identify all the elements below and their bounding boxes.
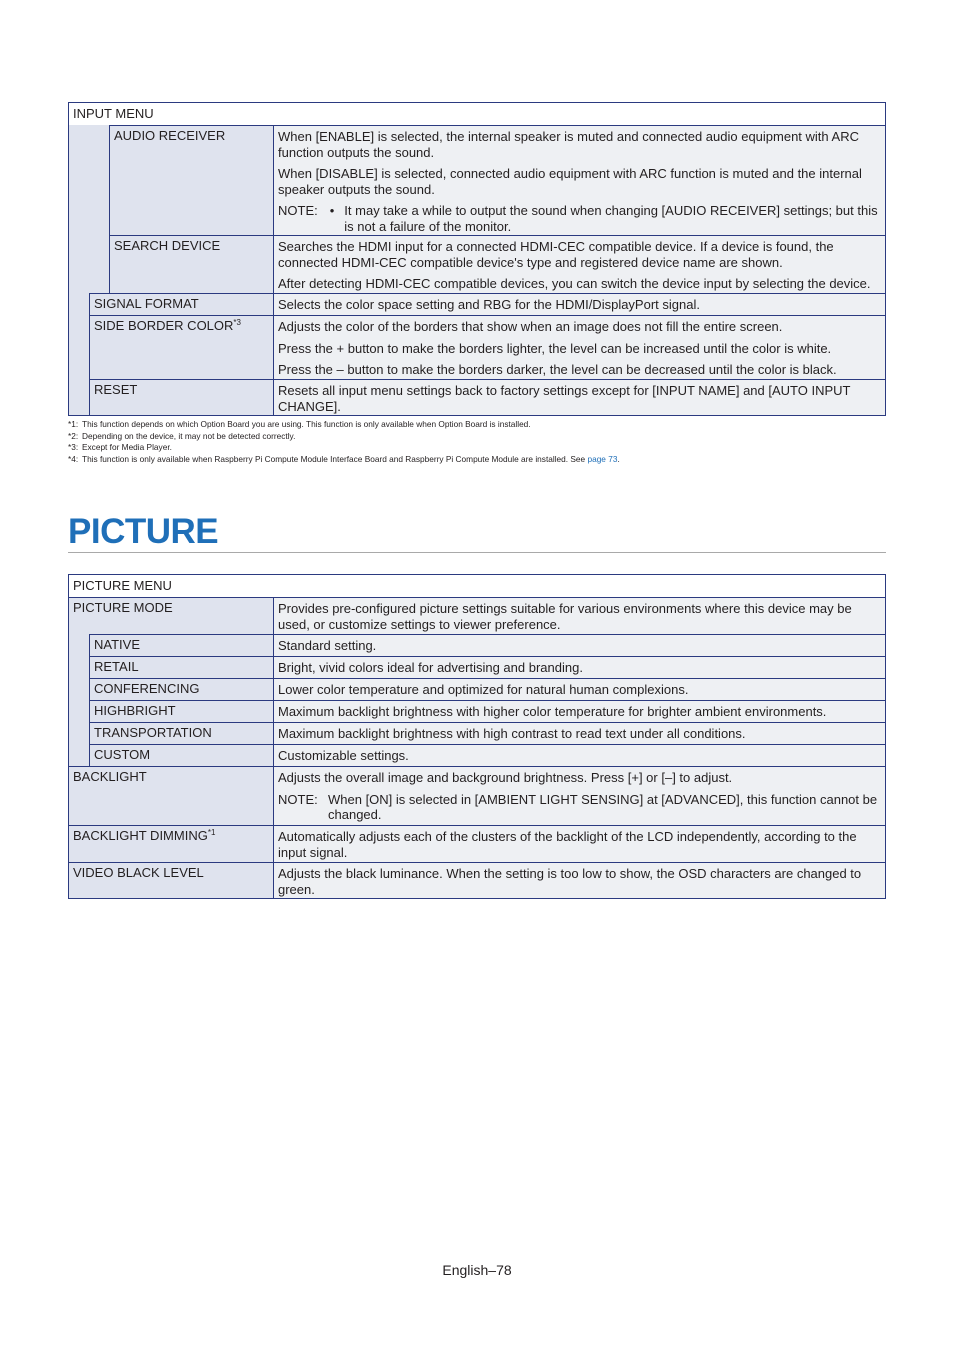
label-text: BACKLIGHT DIMMING	[73, 828, 208, 843]
picture-desc-video-black-level	[273, 862, 885, 898]
input-row-audio-receiver	[69, 125, 885, 235]
note-label: NOTE:	[278, 203, 318, 218]
note-text: It may take a while to output the sound when changing [AUDIO RECEIVER] settings; but this is not a failure of the monitor.	[344, 203, 878, 234]
desc-paragraph: When [DISABLE] is selected, connected audio equipment with ARC function is muted and the internal speaker outputs the sound.	[278, 166, 862, 197]
input-label-search-device: SEARCH DEVICE	[109, 235, 273, 293]
picture-row-custom	[69, 744, 885, 766]
section-title: PICTURE	[68, 512, 219, 551]
desc-paragraph: Searches the HDMI input for a connected HDMI-CEC compatible device. If a device is found, the connected HDMI-CEC compatible device's type and registered device name are shown.	[278, 239, 834, 270]
picture-label-backlight: BACKLIGHT	[69, 766, 273, 825]
picture-desc-transportation	[273, 722, 885, 744]
desc-paragraph: Automatically adjusts each of the clusters of the backlight of the LCD independently, according to the input signal.	[278, 829, 857, 860]
desc-paragraph: Customizable settings.	[278, 748, 409, 763]
desc-paragraph: Press the – button to make the borders darker, the level can be decreased until the color is black.	[278, 362, 837, 377]
desc-paragraph: Lower color temperature and optimized for natural human complexions.	[278, 682, 689, 697]
desc-paragraph: Selects the color space setting and RBG for the HDMI/DisplayPort signal.	[278, 297, 700, 312]
picture-row-native	[69, 634, 885, 656]
picture-desc-native	[273, 634, 885, 656]
picture-row-backlight	[69, 766, 885, 825]
desc-paragraph: Adjusts the color of the borders that show when an image does not fill the entire screen.	[278, 319, 783, 334]
input-desc-audio-receiver	[273, 125, 885, 235]
input-label-signal-format: SIGNAL FORMAT	[89, 293, 273, 315]
picture-label-video-black-level: VIDEO BLACK LEVEL	[69, 862, 273, 898]
input-desc-search-device	[273, 235, 885, 293]
page-link[interactable]: page 73	[587, 453, 618, 464]
picture-menu-table	[68, 574, 886, 899]
footnote-ref: *1	[207, 828, 216, 837]
note-label: NOTE:	[278, 791, 318, 807]
note	[278, 203, 881, 234]
input-desc-side-border-color	[273, 315, 885, 379]
input-row-signal-format	[69, 293, 885, 315]
footnote-3: *3: Except for Media Player.	[68, 442, 172, 452]
picture-row-video-black-level	[69, 862, 885, 898]
picture-row-picture-mode	[69, 597, 885, 634]
picture-desc-backlight-dimming	[273, 825, 885, 862]
note	[278, 792, 881, 823]
input-desc-reset	[273, 379, 885, 415]
desc-paragraph: Standard setting.	[278, 638, 377, 653]
input-label-side-border-color	[89, 315, 273, 379]
input-label-audio-receiver: AUDIO RECEIVER	[109, 125, 273, 235]
section-divider	[68, 552, 886, 553]
picture-label-retail: RETAIL	[89, 656, 273, 678]
desc-paragraph: Maximum backlight brightness with higher color temperature for brighter ambient environments.	[278, 704, 827, 719]
label-text: SIDE BORDER COLOR	[94, 318, 234, 333]
picture-label-native: NATIVE	[89, 634, 273, 656]
picture-row-transportation	[69, 722, 885, 744]
desc-paragraph: Press the + button to make the borders lighter, the level can be increased until the color is white.	[278, 340, 832, 356]
input-label-reset: RESET	[89, 379, 273, 415]
input-menu-header: INPUT MENU	[69, 103, 885, 126]
footnote-4: *4: This function is only available when Raspberry Pi Compute Module Interface Board and Raspberry Pi Compute Module are installed. See page 73.	[68, 453, 620, 464]
picture-desc-custom	[273, 744, 885, 766]
input-menu-table	[68, 102, 886, 416]
picture-desc-conferencing	[273, 678, 885, 700]
input-row-side-border-color	[69, 315, 885, 379]
picture-desc-picture-mode	[273, 597, 885, 634]
footnote-ref: *3	[233, 318, 241, 327]
footnotes	[68, 419, 886, 465]
picture-desc-backlight	[273, 766, 885, 825]
input-row-search-device	[69, 235, 885, 293]
picture-desc-highbright	[273, 700, 885, 722]
picture-label-conferencing: CONFERENCING	[89, 678, 273, 700]
desc-paragraph: Adjusts the black luminance. When the setting is too low to show, the OSD characters are changed to green.	[278, 866, 862, 897]
desc-paragraph: Adjusts the overall image and background brightness. Press [+] or [–] to adjust.	[278, 770, 733, 785]
picture-label-transportation: TRANSPORTATION	[89, 722, 273, 744]
picture-row-highbright	[69, 700, 885, 722]
input-row-reset	[69, 379, 885, 415]
desc-paragraph: Bright, vivid colors ideal for advertising and branding.	[278, 660, 583, 675]
picture-row-conferencing	[69, 678, 885, 700]
picture-label-highbright: HIGHBRIGHT	[89, 700, 273, 722]
picture-row-backlight-dimming	[69, 825, 885, 862]
footnote-2: *2: Depending on the device, it may not be detected correctly.	[68, 430, 296, 441]
input-desc-signal-format	[273, 293, 885, 315]
desc-paragraph: When [ENABLE] is selected, the internal speaker is muted and connected audio equipment with ARC function outputs the sound.	[278, 129, 859, 160]
desc-paragraph: After detecting HDMI-CEC compatible devices, you can switch the device input by selecting the device.	[278, 276, 871, 291]
note-text: When [ON] is selected in [AMBIENT LIGHT SENSING] at [ADVANCED], this function cannot be changed.	[328, 791, 878, 822]
desc-paragraph: Resets all input menu settings back to factory settings except for [INPUT NAME] and [AUTO INPUT CHANGE].	[278, 383, 851, 414]
note-bullet: •	[329, 203, 335, 218]
picture-label-picture-mode: PICTURE MODE	[69, 597, 273, 634]
picture-label-backlight-dimming	[69, 825, 273, 862]
footnote-1: *1: This function depends on which Option Board you are using. This function is only available when Option Board is installed.	[68, 419, 531, 429]
picture-desc-retail	[273, 656, 885, 678]
desc-paragraph: Maximum backlight brightness with high contrast to read text under all conditions.	[278, 726, 746, 741]
picture-row-retail	[69, 656, 885, 678]
picture-label-custom: CUSTOM	[89, 744, 273, 766]
picture-menu-header: PICTURE MENU	[69, 575, 885, 598]
desc-paragraph: Provides pre-configured picture settings suitable for various environments where this device may be used, or customize settings to viewer preference.	[278, 601, 852, 632]
page-footer: English–78	[442, 1262, 512, 1278]
